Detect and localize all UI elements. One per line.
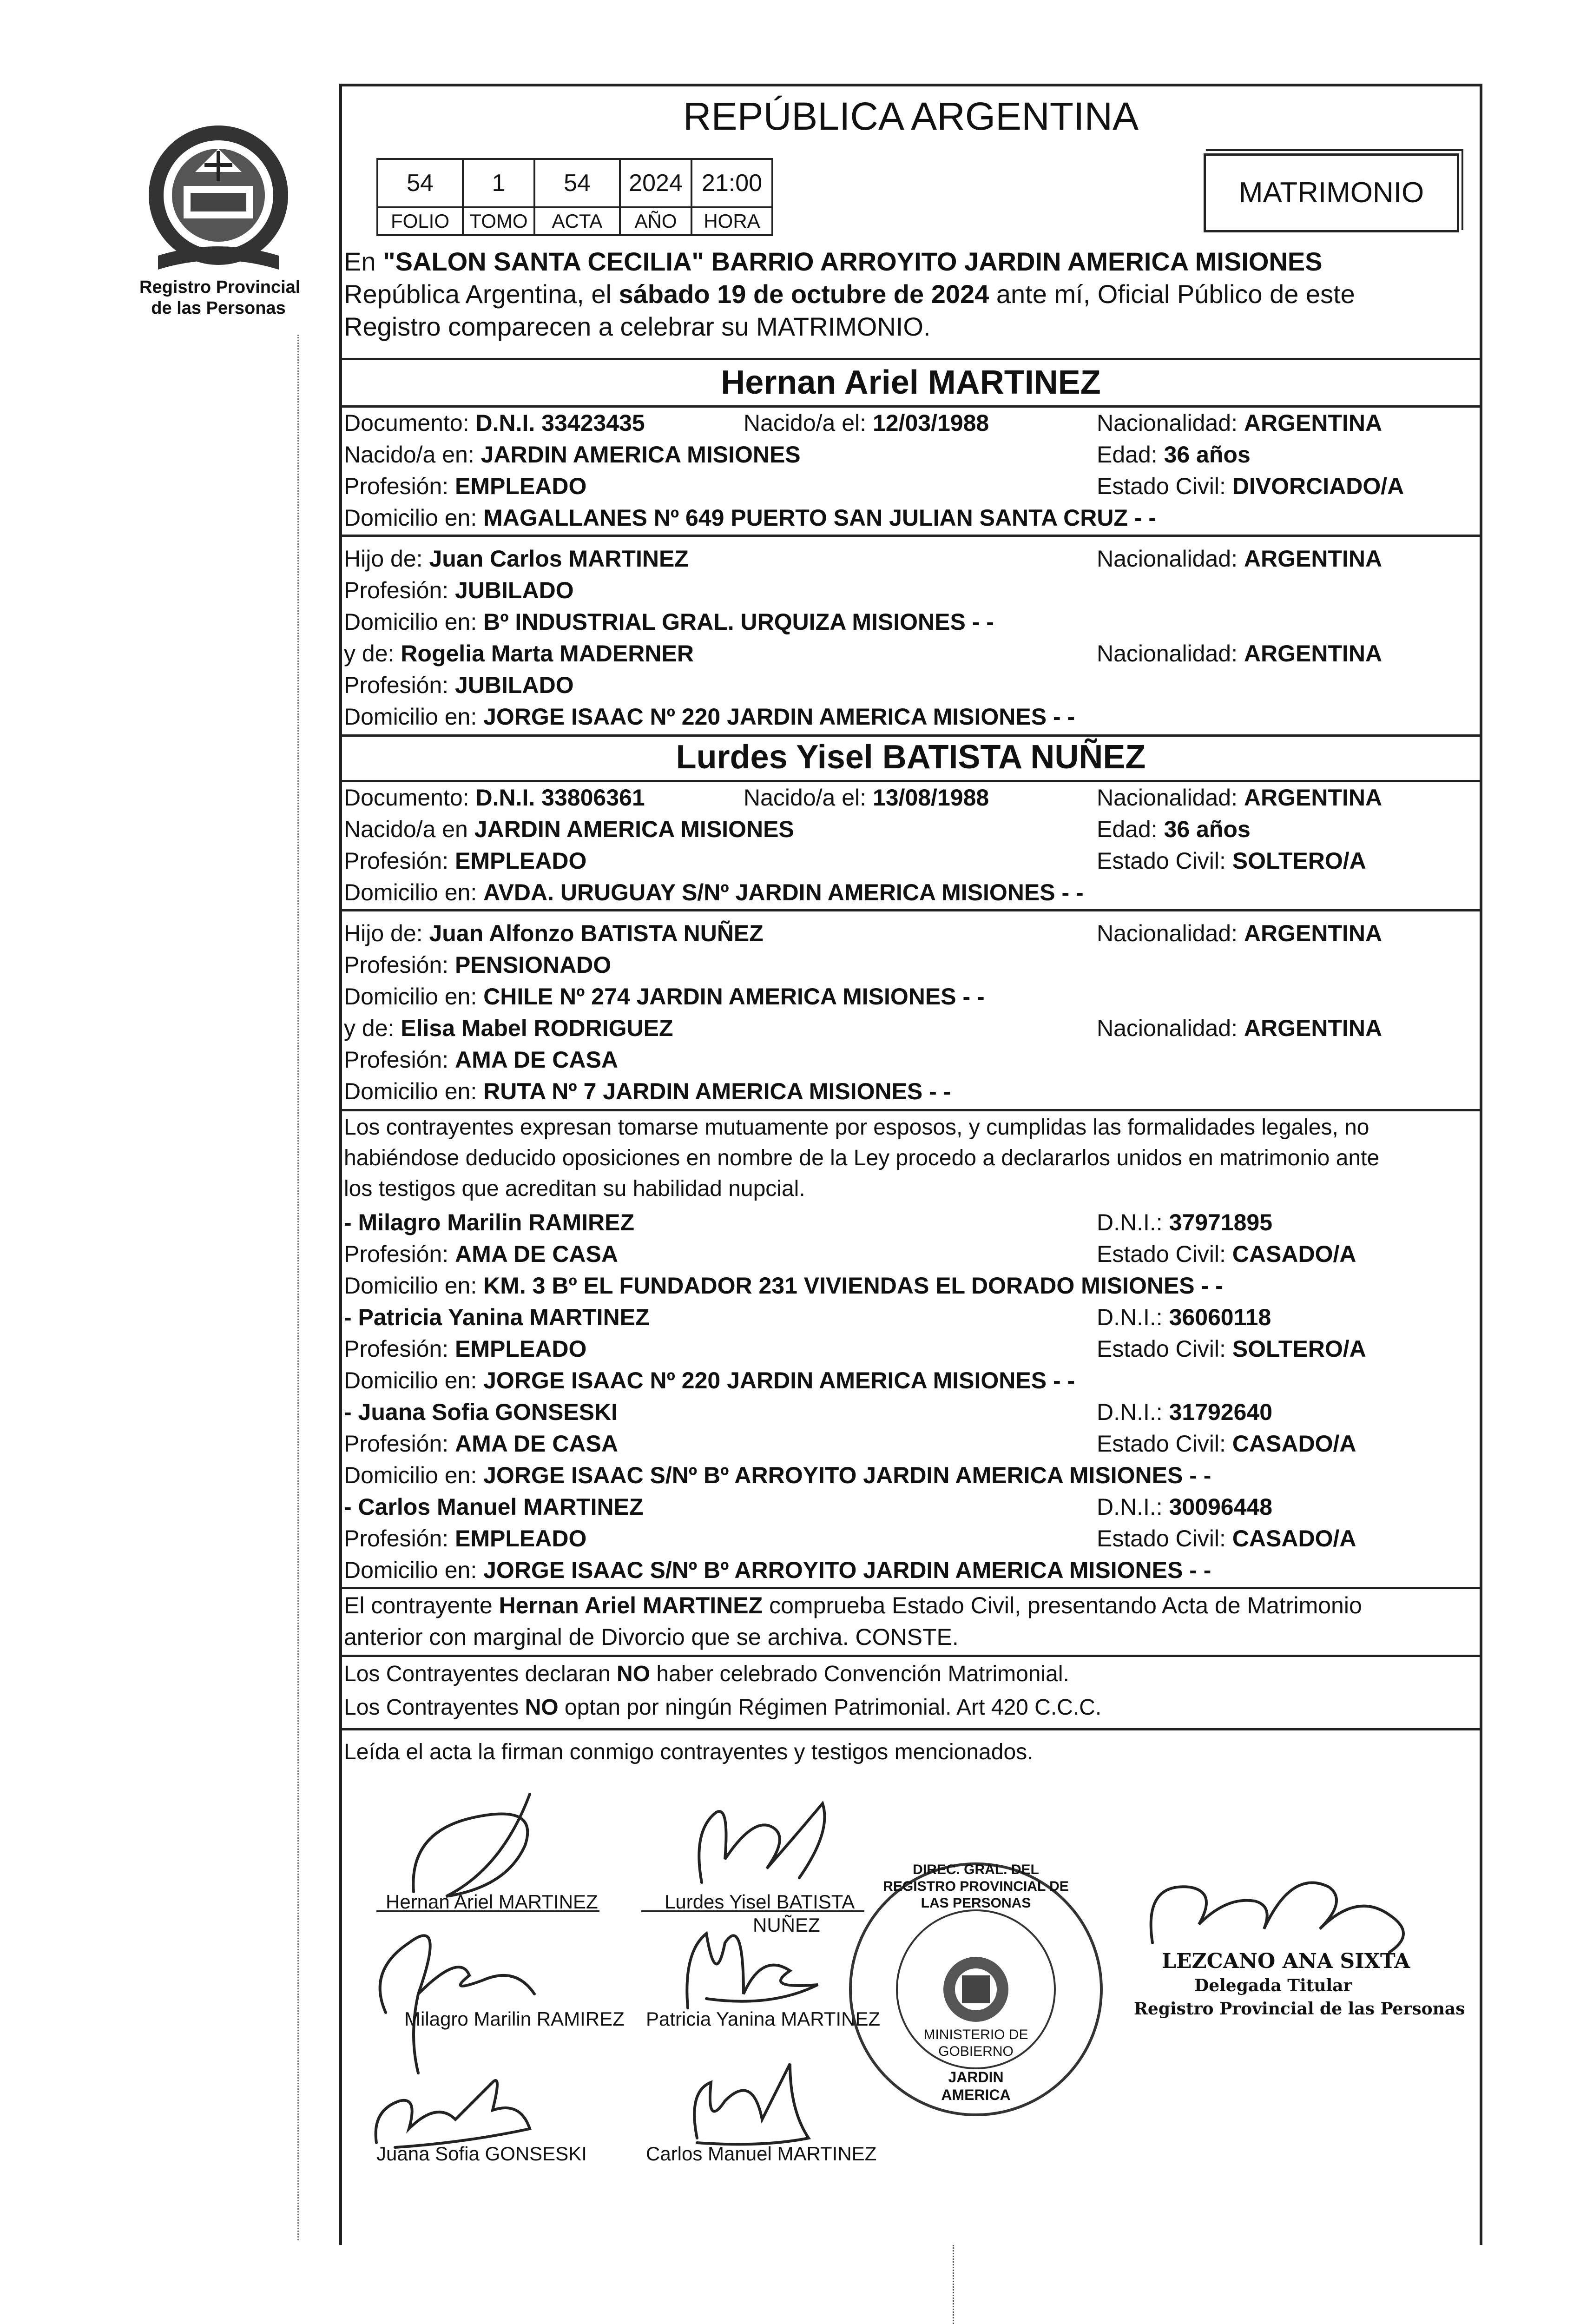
- hora-header: HORA: [691, 207, 772, 235]
- groom-father-nacionalidad: Nacionalidad: ARGENTINA: [1097, 546, 1382, 572]
- groom-nacido-en: Nacido/a en: JARDIN AMERICA MISIONES: [344, 442, 801, 468]
- bride-name: Lurdes Yisel BATISTA NUÑEZ: [676, 739, 1146, 776]
- bride-father-domicilio: Domicilio en: CHILE Nº 274 JARDIN AMERICA MISIONES - -: [344, 984, 985, 1010]
- civil-note-line-2: anterior con marginal de Divorcio que se archiva. CONSTE.: [344, 1624, 959, 1650]
- witness-3-signature: [376, 2080, 530, 2147]
- witness-3-name: - Juana Sofia GONSESKI: [344, 1399, 618, 1425]
- witness-3-dni: D.N.I.: 31792640: [1097, 1399, 1273, 1425]
- groom-domicilio: Domicilio en: MAGALLANES Nº 649 PUERTO SAN JULIAN SANTA CRUZ - -: [344, 505, 1157, 531]
- groom-mother-nacionalidad: Nacionalidad: ARGENTINA: [1097, 640, 1382, 667]
- groom-nacionalidad: Nacionalidad: ARGENTINA: [1097, 410, 1382, 436]
- witness-4-estado-civil: Estado Civil: CASADO/A: [1097, 1525, 1356, 1552]
- bride-mother-profesion: Profesión: AMA DE CASA: [344, 1047, 618, 1073]
- witness-1-name: - Milagro Marilin RAMIREZ: [344, 1209, 634, 1235]
- witness-4-signature: [694, 2064, 809, 2144]
- groom-father-domicilio: Domicilio en: Bº INDUSTRIAL GRAL. URQUIZA MISIONES - -: [344, 609, 994, 635]
- divider: [339, 1587, 1482, 1589]
- witness-4-dni: D.N.I.: 30096448: [1097, 1494, 1273, 1520]
- witness-2-signature-label: Patricia Yanina MARTINEZ: [646, 2008, 881, 2030]
- regime-note-line-1: Los Contrayentes declaran NO haber celebrado Convención Matrimonial.: [344, 1662, 1069, 1686]
- witness-1-profesion: Profesión: AMA DE CASA: [344, 1241, 618, 1267]
- divider: [339, 734, 1482, 737]
- groom-father-profesion: Profesión: JUBILADO: [344, 577, 574, 603]
- bride-signature: [699, 1803, 824, 1882]
- bride-nacido-el: Nacido/a el: 13/08/1988: [744, 785, 989, 811]
- regime-note-line-2: Los Contrayentes NO optan por ningún Régimen Patrimonial. Art 420 C.C.C.: [344, 1695, 1102, 1720]
- groom-signature: [413, 1794, 530, 1896]
- witness-2-signature: [687, 1934, 818, 2008]
- bride-mother-nacionalidad: Nacionalidad: ARGENTINA: [1097, 1015, 1382, 1041]
- groom-nacido-el: Nacido/a el: 12/03/1988: [744, 410, 989, 436]
- groom-mother-profesion: Profesión: JUBILADO: [344, 672, 574, 698]
- divider: [339, 909, 1482, 911]
- page-title: REPÚBLICA ARGENTINA: [683, 94, 1139, 138]
- bride-father-profesion: Profesión: PENSIONADO: [344, 952, 612, 978]
- official-office: Registro Provincial de las Personas: [1134, 1999, 1465, 2019]
- intro-line-1: En "SALON SANTA CECILIA" BARRIO ARROYITO JARDIN AMERICA MISIONES: [344, 247, 1323, 276]
- registry-logo: [139, 116, 297, 274]
- bride-domicilio: Domicilio en: AVDA. URUGUAY S/Nº JARDIN AMERICA MISIONES - -: [344, 879, 1084, 905]
- witness-2-dni: D.N.I.: 36060118: [1097, 1304, 1271, 1330]
- bride-signature-label-2: NUÑEZ: [753, 1914, 820, 1936]
- anio-header: AÑO: [620, 207, 691, 235]
- witness-2-estado-civil: Estado Civil: SOLTERO/A: [1097, 1336, 1366, 1362]
- groom-mother-domicilio: Domicilio en: JORGE ISAAC Nº 220 JARDIN AMERICA MISIONES - -: [344, 704, 1075, 730]
- witness-1-signature: [380, 1935, 534, 2073]
- tomo-value: 1: [463, 159, 534, 207]
- divider: [339, 1109, 1482, 1111]
- bride-edad: Edad: 36 años: [1097, 816, 1251, 842]
- center-fold-line: [953, 2245, 954, 2324]
- intro-line-2: República Argentina, el sábado 19 de octubre de 2024 ante mí, Oficial Público de este: [344, 279, 1355, 309]
- divider: [339, 1728, 1482, 1730]
- groom-edad: Edad: 36 años: [1097, 442, 1251, 468]
- witness-4-profesion: Profesión: EMPLEADO: [344, 1525, 587, 1552]
- stamp-inner-text: MINISTERIO DE GOBIERNO: [923, 2027, 1028, 2059]
- witness-3-signature-label: Juana Sofia GONSESKI: [376, 2143, 587, 2165]
- hora-value: 21:00: [691, 159, 772, 207]
- witness-2-name: - Patricia Yanina MARTINEZ: [344, 1304, 650, 1330]
- declaration-line-2: habiéndose deducido oposiciones en nombre de la Ley procedo a declararlos unidos en matrimonio ante: [344, 1146, 1380, 1170]
- registry-name-line1: Registro Provincial: [139, 277, 301, 297]
- province-seal-icon: [139, 116, 297, 274]
- intro-line-3: Registro comparecen a celebrar su MATRIMONIO.: [344, 312, 931, 341]
- witness-3-estado-civil: Estado Civil: CASADO/A: [1097, 1431, 1356, 1457]
- groom-name: Hernan Ariel MARTINEZ: [721, 364, 1101, 401]
- official-signature: [1151, 1883, 1403, 1952]
- bride-documento: Documento: D.N.I. 33806361: [344, 785, 645, 811]
- stamp-ring-text: DIREC. GRAL. DEL REGISTRO PROVINCIAL DE LAS PERSONAS: [883, 1862, 1069, 1911]
- bride-profesion: Profesión: EMPLEADO: [344, 848, 587, 874]
- bride-estado-civil: Estado Civil: SOLTERO/A: [1097, 848, 1366, 874]
- bride-nacionalidad: Nacionalidad: ARGENTINA: [1097, 785, 1382, 811]
- register-table: [376, 158, 773, 236]
- official-stamp: [836, 1850, 1115, 2129]
- bride-father: Hijo de: Juan Alfonzo BATISTA NUÑEZ: [344, 920, 764, 946]
- witness-1-signature-label: Milagro Marilin RAMIREZ: [404, 2008, 625, 2030]
- civil-note-line-1: El contrayente Hernan Ariel MARTINEZ comprueba Estado Civil, presentando Acta de Matrimonio: [344, 1592, 1362, 1618]
- witness-2-domicilio: Domicilio en: JORGE ISAAC Nº 220 JARDIN AMERICA MISIONES - -: [344, 1367, 1075, 1393]
- anio-value: 2024: [620, 159, 691, 207]
- registry-name-line2: de las Personas: [151, 298, 286, 318]
- bride-mother: y de: Elisa Mabel RODRIGUEZ: [344, 1015, 673, 1041]
- margin-dots: [297, 335, 299, 2240]
- acta-header: ACTA: [534, 207, 620, 235]
- witness-4-signature-label: Carlos Manuel MARTINEZ: [646, 2143, 877, 2165]
- folio-value: 54: [377, 159, 463, 207]
- witness-4-name: - Carlos Manuel MARTINEZ: [344, 1494, 644, 1520]
- folio-header: FOLIO: [377, 207, 463, 235]
- divider: [339, 780, 1482, 782]
- witness-1-dni: D.N.I.: 37971895: [1097, 1209, 1273, 1235]
- witness-3-profesion: Profesión: AMA DE CASA: [344, 1431, 618, 1457]
- witness-4-domicilio: Domicilio en: JORGE ISAAC S/Nº Bº ARROYITO JARDIN AMERICA MISIONES - -: [344, 1557, 1211, 1583]
- declaration-line-3: los testigos que acreditan su habilidad nupcial.: [344, 1176, 805, 1201]
- witness-1-estado-civil: Estado Civil: CASADO/A: [1097, 1241, 1356, 1267]
- divider: [339, 358, 1482, 360]
- bride-father-nacionalidad: Nacionalidad: ARGENTINA: [1097, 920, 1382, 946]
- divider: [339, 405, 1482, 408]
- groom-estado-civil: Estado Civil: DIVORCIADO/A: [1097, 473, 1404, 499]
- groom-profesion: Profesión: EMPLEADO: [344, 473, 587, 499]
- witness-1-domicilio: Domicilio en: KM. 3 Bº EL FUNDADOR 231 VIVIENDAS EL DORADO MISIONES - -: [344, 1273, 1223, 1299]
- groom-father: Hijo de: Juan Carlos MARTINEZ: [344, 546, 689, 572]
- official-title: Delegada Titular: [1194, 1976, 1352, 1995]
- witness-3-domicilio: Domicilio en: JORGE ISAAC S/Nº Bº ARROYITO JARDIN AMERICA MISIONES - -: [344, 1462, 1211, 1488]
- closing-text: Leída el acta la firman conmigo contrayentes y testigos mencionados.: [344, 1740, 1034, 1764]
- bride-nacido-en: Nacido/a en JARDIN AMERICA MISIONES: [344, 816, 794, 842]
- official-name: LEZCANO ANA SIXTA: [1162, 1949, 1410, 1973]
- groom-signature-label: Hernan Ariel MARTINEZ: [386, 1891, 598, 1913]
- divider: [339, 1655, 1482, 1657]
- bride-signature-label-1: Lurdes Yisel BATISTA: [665, 1891, 855, 1913]
- groom-mother: y de: Rogelia Marta MADERNER: [344, 640, 694, 667]
- act-type-box: MATRIMONIO: [1204, 153, 1459, 232]
- stamp-bottom-text: JARDIN AMERICA: [941, 2069, 1011, 2103]
- bride-mother-domicilio: Domicilio en: RUTA Nº 7 JARDIN AMERICA MISIONES - -: [344, 1078, 951, 1104]
- groom-documento: Documento: D.N.I. 33423435: [344, 410, 645, 436]
- witness-2-profesion: Profesión: EMPLEADO: [344, 1336, 587, 1362]
- acta-value: 54: [534, 159, 620, 207]
- tomo-header: TOMO: [463, 207, 534, 235]
- declaration-line-1: Los contrayentes expresan tomarse mutuamente por esposos, y cumplidas las formalidades legales, no: [344, 1115, 1369, 1140]
- divider: [339, 535, 1482, 537]
